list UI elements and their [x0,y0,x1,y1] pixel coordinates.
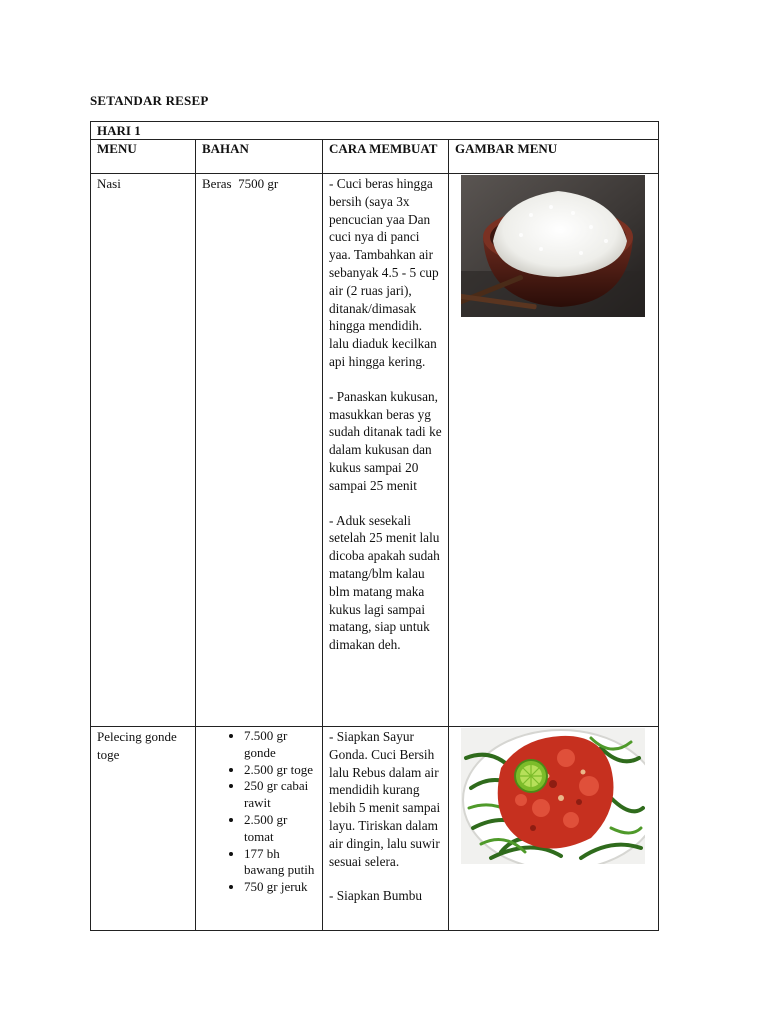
step-text: - Aduk sesekali setelah 25 menit lalu dicoba apakah sudah matang/blm kalau blm matang maka kukus lagi sampai matang, siap untuk dimakan deh. [329,512,440,653]
column-header-menu: MENU [91,140,196,174]
day-header: HARI 1 [91,122,659,140]
steps-cell [323,174,449,727]
step-text: - Siapkan Bumbu [329,888,423,904]
step-text: - Panaskan kukusan, masukkan beras yg sudah ditanak tadi ke dalam kukusan dan kukus sampai 20 sampai 25 menit [329,388,442,493]
step-text: - Siapkan Sayur Gonda. Cuci Bersih lalu Rebus dalam air mendidih kurang lebih 5 menit sampai layu. Tiriskan dalam air dingin, lalu suwir sesuai selera. [329,729,441,869]
column-header-bahan: BAHAN [196,140,323,174]
column-header-cara-membuat: CARA MEMBUAT [323,140,449,174]
table-row [91,727,659,931]
bahan-cell [196,727,323,931]
recipe-table [90,121,659,931]
rice-bowl-photo [461,175,645,317]
column-header-row [91,140,659,174]
image-cell [449,174,659,727]
ingredient-item: • 2.500 gr toge [244,762,316,779]
bahan-cell: Beras 7500 gr [196,174,323,727]
ingredient-item: • 2.500 gr tomat [244,812,316,846]
table-row [91,174,659,727]
ingredient-item: • 7.500 gr gonde [244,728,316,762]
steps-cell [323,727,449,931]
column-header-gambar-menu: GAMBAR MENU [449,140,659,174]
menu-cell: Pelecing gonde toge [91,727,196,931]
day-header-row [91,122,659,140]
step-text: - Cuci beras hingga bersih (saya 3x pencucian yaa Dan cuci nya di panci yaa. Tambahkan air sebanyak 4.5 - 5 cup air (2 ruas jari), ditanak/dimasak hingga mendidih. lalu diaduk kecilkan api hingga kering. [329,176,439,369]
ingredient-item: • 750 gr jeruk [244,879,316,896]
ingredient-list [196,728,316,896]
menu-cell: Nasi [91,174,196,727]
document-title: SETANDAR RESEP [90,93,209,108]
pelecing-plate-photo [461,728,645,864]
ingredient-item: • 177 bh bawang putih [244,846,316,880]
ingredient-item: • 250 gr cabai rawit [244,778,316,812]
image-cell [449,727,659,931]
